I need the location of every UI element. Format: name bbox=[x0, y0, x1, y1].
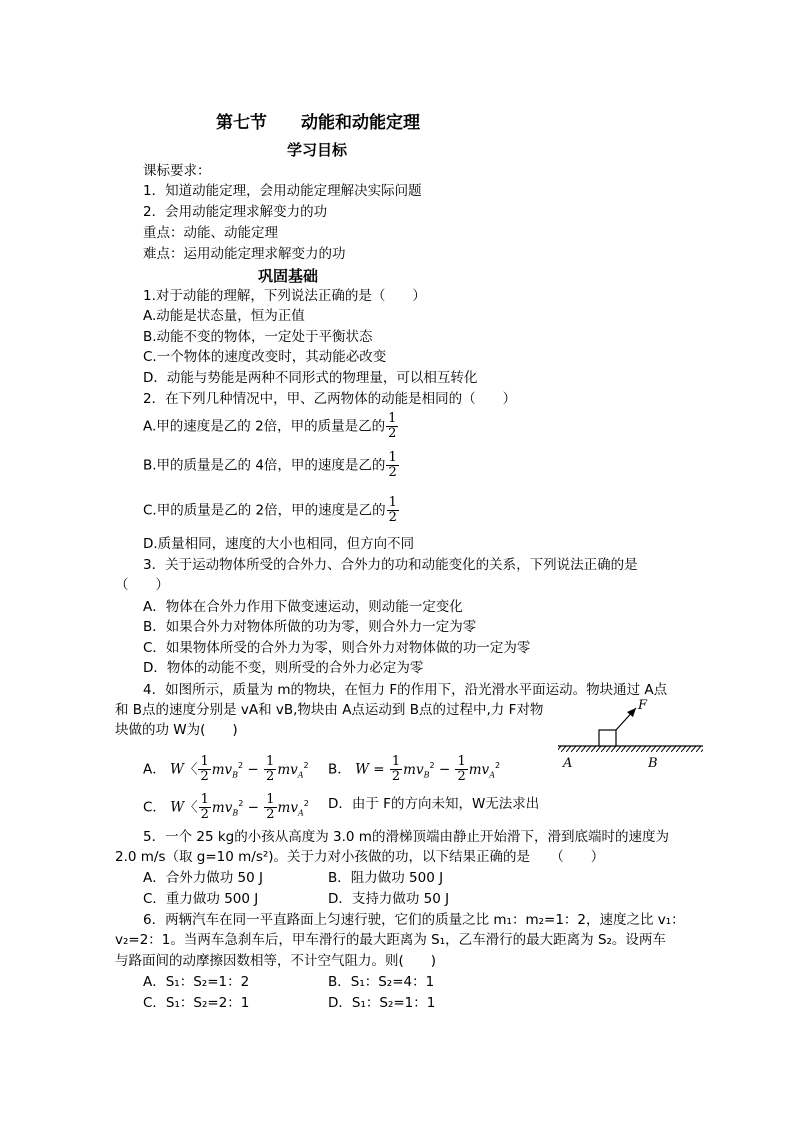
q1-option-d: D．动能与势能是两种不同形式的物理量，可以相互转化 bbox=[143, 370, 478, 386]
q6-stem-line1: 6．两辆汽车在同一平直路面上匀速行驶，它们的质量之比 m₁：m₂=1：2，速度之比 v₁： bbox=[143, 912, 685, 928]
q4-stem-line3: 块做的功 W为( ) bbox=[115, 722, 238, 738]
q3-option-c: C．如果物体所受的合外力为零，则合外力对物体做的功一定为零 bbox=[143, 640, 531, 656]
q3-option-b: B．如果合外力对物体所做的功为零，则合外力一定为零 bbox=[143, 619, 477, 635]
label-B: B bbox=[648, 756, 658, 770]
fraction-half: $\frac{1}{2}$ bbox=[388, 450, 397, 480]
q5-option-c: C．重力做功 500 J bbox=[143, 891, 259, 907]
q4-stem-line1: 4．如图所示，质量为 m的物块，在恒力 F的作用下，沿光滑水平面运动。物块通过 A点 bbox=[143, 682, 668, 698]
q5-option-b: B．阻力做功 500 J bbox=[328, 870, 444, 886]
q3-stem-line1: 3．关于运动物体所受的合外力、合外力的功和动能变化的关系，下列说法正确的是 bbox=[143, 557, 638, 573]
goal-1: 1．知道动能定理，会用动能定理解决实际问题 bbox=[143, 183, 422, 199]
goal-2: 2．会用动能定理求解变力的功 bbox=[143, 204, 328, 220]
q3-option-d: D．物体的动能不变，则所受的合外力必定为零 bbox=[143, 660, 424, 676]
q6-stem-line2: v₂=2：1。当两车急刹车后，甲车滑行的最大距离为 S₁，乙车滑行的最大距离为 S₂。设两车 bbox=[115, 932, 666, 948]
q2-option-a bbox=[143, 412, 399, 441]
fraction-half: $\frac{1}{2}$ bbox=[388, 495, 397, 525]
q6-stem-line3: 与路面间的动摩擦因数相等，不计空气阻力。则( ) bbox=[115, 953, 437, 969]
q5-stem-line1: 5．一个 25 kg的小孩从高度为 3.0 m的滑梯顶端由静止开始滑下，滑到底端时的速度为 bbox=[143, 829, 669, 845]
q2-option-b bbox=[143, 451, 400, 480]
q6-option-d: D．S₁：S₂=1：1 bbox=[328, 995, 436, 1011]
q1-stem: 1.对于动能的理解，下列说法正确的是（ ） bbox=[143, 288, 426, 304]
block bbox=[599, 730, 616, 746]
label-A: A bbox=[563, 756, 573, 770]
q6-option-a: A．S₁：S₂=1：2 bbox=[143, 974, 250, 990]
section-basics-heading: 巩固基础 bbox=[258, 267, 319, 285]
q4-option-c: C． W〈 $\frac{1}{2}$ $mv_B^2$ − $\frac{1}{2}$ $mv_A^2$ bbox=[143, 792, 309, 822]
ground-hatch bbox=[558, 746, 703, 752]
q2-option-a-text: A.甲的速度是乙的 2倍，甲的质量是乙的 bbox=[143, 418, 386, 435]
q1-option-b: B.动能不变的物体，一定处于平衡状态 bbox=[143, 329, 373, 345]
q2-option-b-text: B.甲的质量是乙的 4倍，甲的速度是乙的 bbox=[143, 457, 386, 474]
page-title: 第七节 动能和动能定理 bbox=[216, 113, 420, 133]
fraction-half: $\frac{1}{2}$ bbox=[388, 411, 397, 441]
q3-stem-line2: （ ） bbox=[115, 577, 169, 593]
q1-option-c: C.一个物体的速度改变时，其动能必改变 bbox=[143, 349, 387, 365]
q2-option-c-text: C.甲的质量是乙的 2倍，甲的速度是乙的 bbox=[143, 502, 386, 519]
section-goals-heading: 学习目标 bbox=[287, 141, 348, 159]
q4-option-b: B． W = $\frac{1}{2}$ $mv_B^2$ − $\frac{1}{2}$ $mv_A^2$ bbox=[328, 754, 501, 784]
q4-stem-line2: 和 B点的速度分别是 vA和 vB,物块由 A点运动到 B点的过程中,力 F对物 bbox=[115, 702, 544, 718]
q1-option-a: A.动能是状态量，恒为正值 bbox=[143, 308, 305, 324]
q5-option-d: D．支持力做功 50 J bbox=[328, 891, 450, 907]
q4-option-a: A． W〈 $\frac{1}{2}$ $mv_B^2$ − $\frac{1}{2}$ $mv_A^2$ bbox=[143, 754, 309, 784]
q5-option-a: A．合外力做功 50 J bbox=[143, 870, 263, 886]
q2-option-c bbox=[143, 496, 400, 525]
goal-difficult: 难点：运用动能定理求解变力的功 bbox=[143, 246, 346, 262]
q4-option-d: D．由于 F的方向未知，W无法求出 bbox=[328, 796, 540, 812]
q2-stem: 2．在下列几种情况中，甲、乙两物体的动能是相同的（ ） bbox=[143, 391, 517, 407]
q2-option-d: D.质量相同，速度的大小也相同，但方向不同 bbox=[143, 536, 415, 552]
q5-stem-line2: 2.0 m/s（取 g=10 m/s²)。关于力对小孩做的功，以下结果正确的是 （ ） bbox=[115, 849, 605, 865]
q4-figure bbox=[556, 698, 706, 770]
q6-option-c: C．S₁：S₂=2：1 bbox=[143, 995, 250, 1011]
goal-key: 重点：动能、动能定理 bbox=[143, 225, 278, 241]
label-F: F bbox=[638, 698, 648, 713]
q3-option-a: A．物体在合外力作用下做变速运动，则动能一定变化 bbox=[143, 599, 463, 615]
q6-option-b: B．S₁：S₂=4：1 bbox=[328, 974, 435, 990]
goals-label: 课标要求： bbox=[143, 163, 211, 179]
